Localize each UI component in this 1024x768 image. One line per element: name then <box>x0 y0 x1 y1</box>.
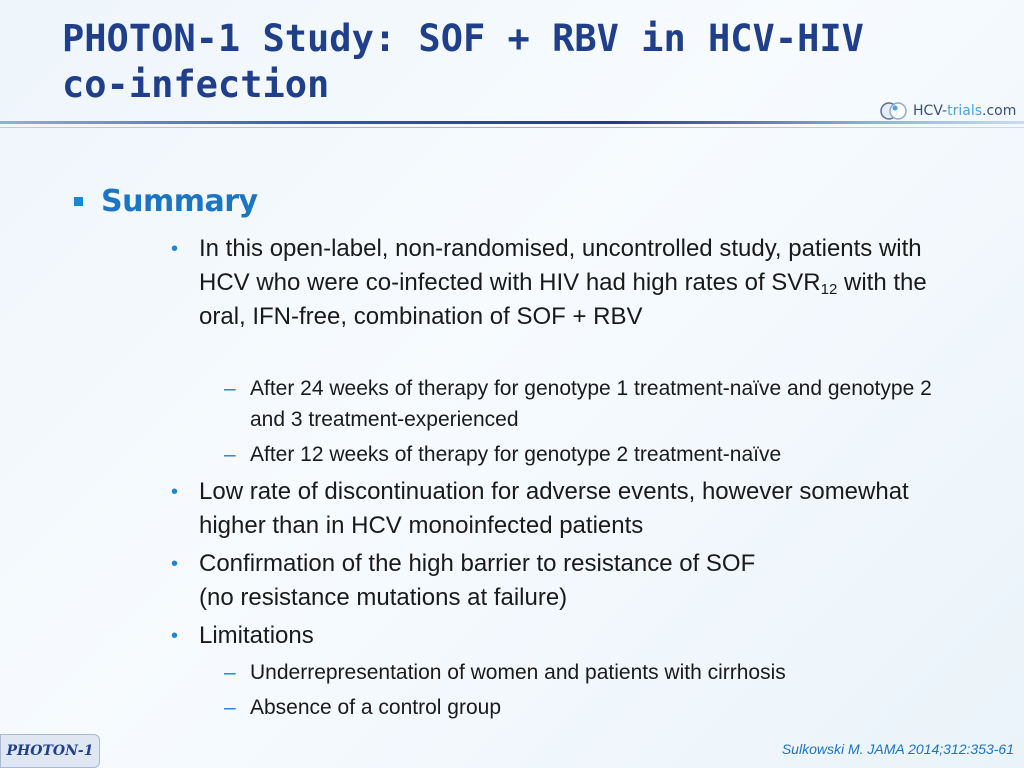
square-bullet-icon <box>74 197 83 206</box>
sub-item-24-weeks: – After 24 weeks of therapy for genotype 1 treatment-naïve and genotype 2 and 3 treatment-experienced <box>250 373 970 435</box>
logo-text: HCV-trials.com <box>913 103 1017 119</box>
bullet-icon: • <box>171 481 179 503</box>
dash-icon: – <box>224 443 236 466</box>
citation: Sulkowski M. JAMA 2014;312:353-61 <box>781 741 1014 757</box>
study-tag: PHOTON-1 <box>0 734 100 768</box>
title-divider-thin <box>0 127 1024 128</box>
list-item-discontinuation: • Low rate of discontinuation for adverse events, however somewhat higher than in HCV monoinfected patients <box>199 475 919 543</box>
bullet-icon: • <box>171 553 179 575</box>
summary-heading: Summary <box>74 184 258 219</box>
sub-item-underrepresentation: – Underrepresentation of women and patients with cirrhosis <box>250 657 970 688</box>
bullet-icon: • <box>171 625 179 647</box>
slide-title: PHOTON-1 Study: SOF + RBV in HCV-HIV co-infection <box>62 17 864 106</box>
list-item-svr-result: • In this open-label, non-randomised, uncontrolled study, patients with HCV who were co-infected with HIV had high rates of $SVR_{12}$ with the oral, IFN-free, combination of SOF + RBV <box>199 232 959 334</box>
hcv-trials-logo <box>880 100 1016 122</box>
dash-icon: – <box>224 696 236 719</box>
list-item-resistance: • Confirmation of the high barrier to resistance of SOF (no resistance mutations at failure) <box>199 547 959 615</box>
list-item-limitations: • Limitations <box>199 619 959 653</box>
dash-icon: – <box>224 661 236 684</box>
sub-item-no-control: – Absence of a control group <box>250 692 970 723</box>
dash-icon: – <box>224 377 236 400</box>
sub-item-12-weeks: – After 12 weeks of therapy for genotype 2 treatment-naïve <box>250 439 970 470</box>
logo-circles-icon <box>880 101 910 121</box>
bullet-icon: • <box>171 238 179 260</box>
title-divider <box>0 121 1024 124</box>
